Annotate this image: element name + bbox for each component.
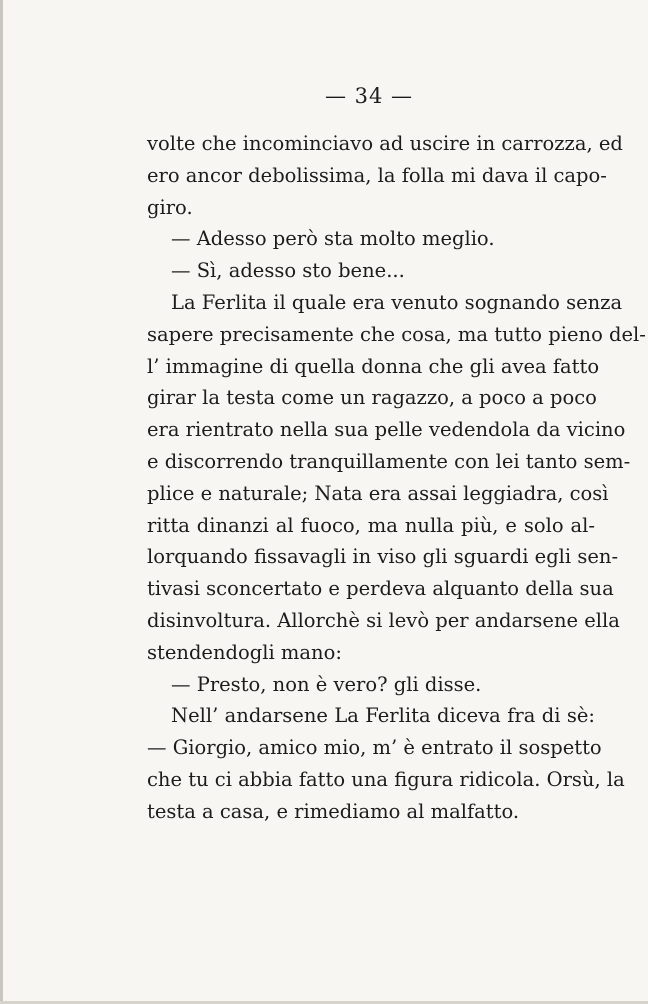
text-line: volte che incominciavo ad uscire in carrozza, ed (147, 132, 623, 155)
text-line: era rientrato nella sua pelle vedendola da vicino (147, 418, 626, 442)
dialogue-line: — Giorgio, amico mio, m’ è entrato il sospetto (147, 736, 602, 760)
dialogue-line: — Adesso però sta molto meglio. (171, 227, 495, 251)
text-line: sapere precisamente che cosa, ma tutto pieno del- (147, 322, 646, 346)
text-line: testa a casa, e rimediamo al malfatto. (147, 799, 520, 823)
page-number: — 34 — (324, 84, 414, 108)
text-line: lorquando fissavagli in viso gli sguardi egli sen- (147, 545, 619, 569)
text-line: e discorrendo tranquillamente con lei tanto sem- (147, 449, 631, 473)
text-line: l’ immagine di quella donna che gli avea fatto (147, 354, 600, 378)
paragraph-start: Nell’ andarsene La Ferlita diceva fra di sè: (171, 704, 595, 728)
page-edge (0, 0, 3, 1004)
text-line: girar la testa come un ragazzo, a poco a poco (147, 386, 597, 410)
dialogue-line: — Sì, adesso sto bene... (171, 259, 405, 283)
text-line: tivasi sconcertato e perdeva alquanto della sua (147, 577, 614, 601)
paragraph-start: La Ferlita il quale era venuto sognando senza (171, 290, 623, 314)
text-line: ritta dinanzi al fuoco, ma nulla più, e solo al- (147, 513, 595, 537)
text-line: disinvoltura. Allorchè si levò per andarsene ella (147, 608, 620, 632)
text-line: stendendogli mano: (147, 640, 342, 664)
body-text (147, 128, 646, 828)
dialogue-line: — Presto, non è vero? gli disse. (171, 672, 482, 696)
text-line: che tu ci abbia fatto una figura ridicola. Orsù, la (147, 767, 625, 791)
text-line: giro. (147, 195, 193, 219)
text-line: plice e naturale; Nata era assai leggiadra, così (147, 481, 609, 505)
text-line: ero ancor debolissima, la folla mi dava il capo- (147, 163, 607, 187)
